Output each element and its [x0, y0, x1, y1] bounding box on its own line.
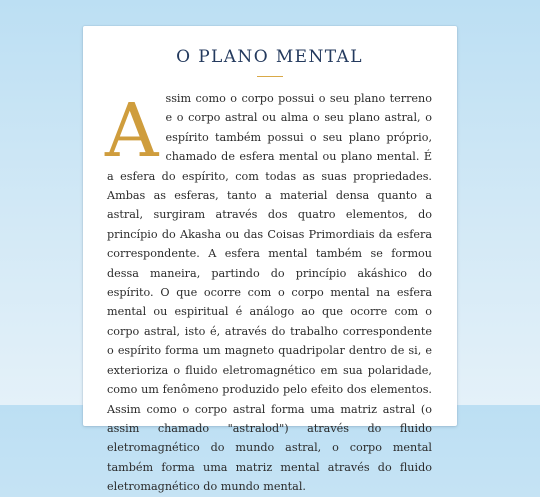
article-page: [83, 26, 457, 494]
article-paragraph: ssim como o corpo possui o seu plano terreno e o corpo astral ou alma o seu plano astral, o espírito também possui o seu plano próprio, chamado de esfera mental ou plano mental. É a esfera do espírito, com todas as suas propriedades. Ambas as esferas, tanto a material densa quanto a astral, surgiram através dos quatro elementos, do princípio do Akasha ou das Coisas Primordiais da esfera correspondente. A esfera mental também se formou dessa maneira, partindo do princípio akáshico do espírito. O que ocorre com o corpo mental na esfera mental ou espiritual é análogo ao que ocorre com o corpo astral, isto é, através do trabalho correspondente o espírito forma um magneto quadripolar dentro de si, e exterioriza o fluido eletromagnético em sua polaridade, como um fenômeno produzido pelo efeito dos elementos. Assim como o corpo astral forma uma matriz astral (o assim chamado "astralod") através do fluido eletromagnético do mundo astral, o corpo mental também forma uma matriz mental através do fluido eletromagnético do mundo mental.: [107, 92, 432, 494]
article-body: [107, 89, 432, 497]
drop-cap: A: [105, 88, 159, 174]
title-divider: [257, 76, 283, 77]
article-title: O PLANO MENTAL: [176, 47, 363, 67]
